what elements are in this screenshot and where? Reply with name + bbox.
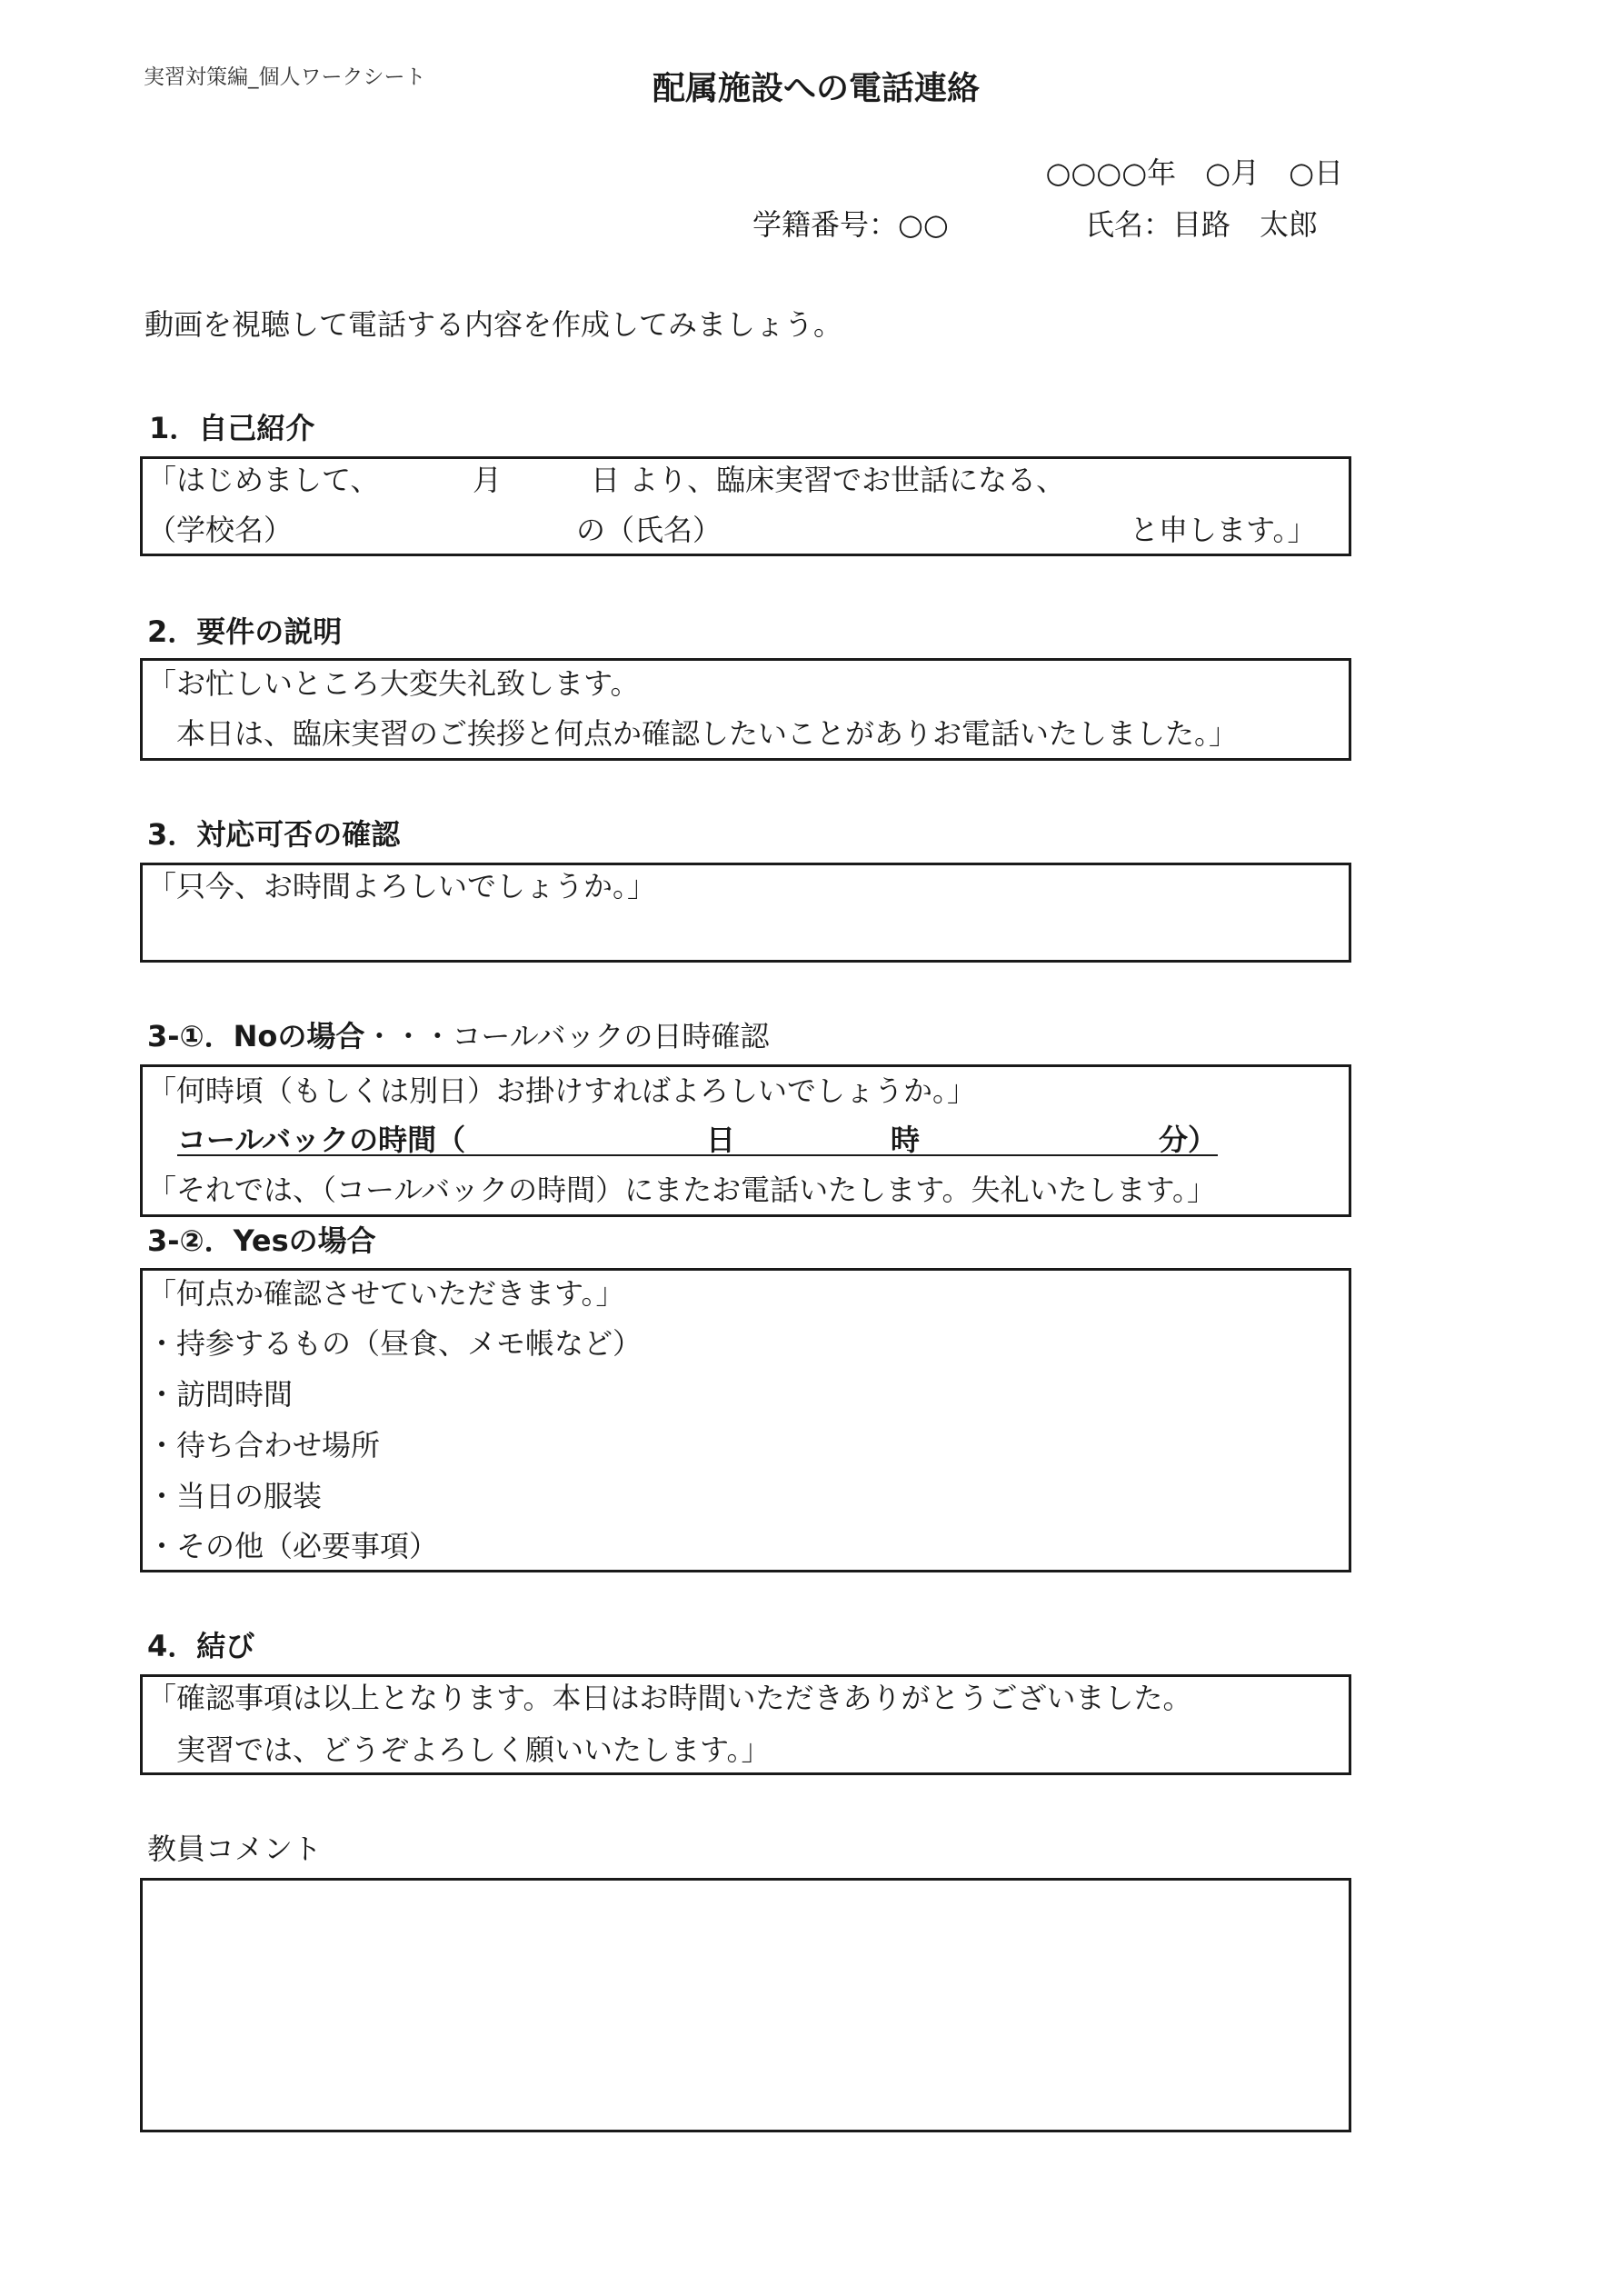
month-label: 月: [473, 463, 503, 497]
availability-check-box: [140, 863, 1351, 963]
section-heading-availability-check: 3．対応可否の確認: [147, 817, 401, 852]
case-no-box: [140, 1064, 1351, 1217]
section-heading-closing: 4．結び: [147, 1629, 255, 1663]
case-no-question: 「何時頃（もしくは別日）お掛けすればよろしいでしょうか。」: [147, 1073, 977, 1108]
callback-minute-unit: 分）: [1159, 1123, 1218, 1157]
date-line: ○○○○年 ○月 ○日: [1045, 155, 1343, 190]
self-introduction-line-1: [147, 463, 1329, 497]
case-yes-list-item: ・当日の服装: [147, 1479, 323, 1513]
case-no-heading-note: ・・・コールバックの日時確認: [364, 1019, 770, 1053]
callback-time-label: コールバックの時間（: [177, 1123, 466, 1157]
self-introduction-box: [140, 456, 1351, 556]
student-name: 氏名：目路 太郎: [1085, 207, 1319, 242]
case-yes-list-item: ・訪問時間: [147, 1377, 294, 1412]
self-introduction-line-2: [147, 513, 1329, 547]
closing-line-2: 実習では、どうぞよろしく願いいたします。」: [147, 1732, 771, 1767]
section-heading-case-yes: 3-②．Yesの場合: [147, 1223, 376, 1258]
instruction-text: 動画を視聴して電話する内容を作成してみましょう。: [144, 307, 843, 342]
teacher-comment-box: [140, 1878, 1351, 2132]
worksheet-label: 実習対策編_個人ワークシート: [144, 65, 426, 89]
greeting-text: 「はじめまして、: [147, 463, 380, 497]
case-no-heading-title: 3-①．Noの場合: [147, 1019, 365, 1053]
case-yes-line-1: 「何点か確認させていただきます。」: [147, 1276, 625, 1311]
page-title: 配属施設への電話連絡: [653, 70, 981, 107]
case-yes-box: [140, 1268, 1351, 1572]
purpose-line-1: 「お忙しいところ大変失礼致します。: [147, 666, 640, 701]
callback-day-unit: 日: [706, 1123, 736, 1157]
purpose-box: [140, 658, 1351, 761]
callback-time-line: [177, 1125, 1218, 1156]
student-name-label: の（氏名）: [576, 513, 722, 547]
section-heading-case-no: [147, 1019, 770, 1053]
case-yes-list-item: ・持参するもの（昼食、メモ帳など）: [147, 1326, 643, 1361]
purpose-line-2: 本日は、臨床実習のご挨拶と何点か確認したいことがありお電話いたしました。」: [147, 716, 1239, 751]
case-yes-list-item: ・その他（必要事項）: [147, 1529, 439, 1563]
day-and-message-text: 日 より、臨床実習でお世話になる、: [591, 463, 1066, 497]
school-name-label: （学校名）: [147, 513, 294, 547]
section-heading-purpose: 2．要件の説明: [147, 614, 343, 649]
case-yes-list-item: ・待ち合わせ場所: [147, 1428, 381, 1462]
case-no-closing: 「それでは、（コールバックの時間）にまたお電話いたします。失礼いたします。」: [147, 1173, 1217, 1207]
student-number: 学籍番号：○○: [752, 207, 949, 242]
introduction-closing-text: と申します。」: [1130, 513, 1317, 547]
callback-hour-unit: 時: [891, 1123, 921, 1157]
closing-line-1: 「確認事項は以上となります。本日はお時間いただきありがとうございました。: [147, 1681, 1192, 1715]
closing-box: [140, 1674, 1351, 1775]
teacher-comment-label: 教員コメント: [147, 1832, 323, 1866]
availability-check-line-1: 「只今、お時間よろしいでしょうか。」: [147, 869, 657, 903]
section-heading-self-introduction: 1．自己紹介: [149, 411, 315, 445]
